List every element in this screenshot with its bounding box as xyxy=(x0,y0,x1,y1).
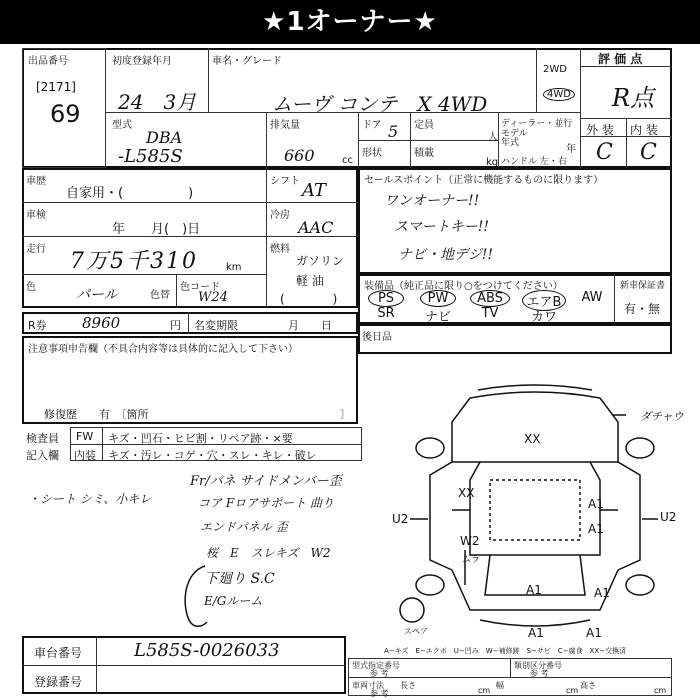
equip-tv: TV xyxy=(481,306,499,321)
shape-label: 形状 xyxy=(362,148,382,159)
remark-3: コア Fロアサポート 曲り xyxy=(198,496,334,510)
sales-line-3: ナビ・地デジ!! xyxy=(398,247,493,263)
remark-1: ・シート シミ、小キレ xyxy=(28,492,152,506)
dealer-label: ディーラー・並行 xyxy=(501,119,573,129)
chassis-label: 車台番号 xyxy=(34,646,83,660)
rear-seat-label: 後日品 xyxy=(362,332,392,343)
type-spec-label: 型式指定番号 xyxy=(352,661,400,670)
car-value: ムーヴ コンテ X 4WD xyxy=(272,92,488,116)
disp-value: 660 xyxy=(284,146,315,165)
model-label: 型式 xyxy=(112,120,132,131)
divider xyxy=(410,112,411,140)
model-value1: DBA xyxy=(146,128,183,147)
divider xyxy=(614,274,615,324)
mark-a1-rear-left: A1 xyxy=(526,583,542,597)
rear-items-box xyxy=(358,324,672,354)
equip-aw: AW xyxy=(581,290,603,305)
diagram-legend: A−キズ E−エクボ U−凹み W−補修跡 S−サビ C−腐食 XX−交換済 xyxy=(384,647,627,655)
divider xyxy=(22,202,358,203)
mileage-label: 走行 xyxy=(26,244,46,255)
divider xyxy=(96,636,97,694)
car-dims-ref: 参 考 xyxy=(370,689,389,698)
lot-sub: [2171] xyxy=(36,80,76,94)
fuel-gas: ガソリン xyxy=(296,254,345,268)
color-value: パール xyxy=(76,287,118,303)
width-label: 幅 xyxy=(496,681,504,690)
mark-u2-right: U2 xyxy=(660,510,677,524)
reg-no-label: 登録番号 xyxy=(34,675,83,689)
equip-leather: カワ xyxy=(530,310,557,325)
equipment-title: 装備品（純正品に限り○をつけてください） xyxy=(364,281,563,292)
reg-value: 24 3月 xyxy=(118,90,197,114)
divider xyxy=(208,48,209,112)
mark-dent-top: ダチャウ xyxy=(640,410,684,423)
colorcode-value: W24 xyxy=(198,290,228,305)
model-value2: -L585S xyxy=(118,146,183,167)
ext-value: C xyxy=(596,140,613,165)
equip-sr: SR xyxy=(377,306,395,321)
year-unit: 年 xyxy=(566,144,576,155)
divider xyxy=(102,427,103,461)
sales-title: セールスポイント（正常に機能するものに限ります） xyxy=(364,175,604,186)
lot-label: 出品番号 xyxy=(28,56,68,67)
type-spec-ref: 参 考 xyxy=(370,669,389,678)
len-cm: cm xyxy=(478,686,491,695)
warranty-value: 有・無 xyxy=(624,302,661,316)
usage-value: 自家用・( ) xyxy=(66,186,194,201)
sales-line-1: ワンオーナー!! xyxy=(384,193,480,209)
equip-abs: ABS xyxy=(470,290,510,307)
divider xyxy=(22,665,346,666)
divider xyxy=(348,677,672,678)
inspector-fw: FW xyxy=(76,430,94,443)
score-value: R点 xyxy=(612,84,655,112)
mark-a1-bottom1: A1 xyxy=(528,626,544,640)
divider xyxy=(498,112,499,168)
mark-left-xx: XX xyxy=(458,486,475,500)
mark-a1-bottom2: A1 xyxy=(586,626,602,640)
shift-value: AT xyxy=(302,180,327,201)
ac-value: AAC xyxy=(298,218,334,237)
load-label: 積載 xyxy=(414,148,434,159)
chassis-value: L585S-0026033 xyxy=(134,640,280,661)
equip-ps: PS xyxy=(368,290,404,307)
divider xyxy=(410,140,411,168)
banner-title: ★1オーナー★ xyxy=(0,0,700,44)
cap-unit: 人 xyxy=(488,132,498,143)
mileage-value: 7万5千310 xyxy=(70,249,198,274)
color-label: 色 xyxy=(26,282,36,293)
class-ref: 参 考 xyxy=(530,669,549,678)
fuel-paren: ( ) xyxy=(280,292,338,306)
inspector-row2: キズ・汚レ・コゲ・穴・スレ・キレ・破レ xyxy=(108,449,317,462)
ext-label: 外 装 xyxy=(586,123,614,137)
mark-roof: XX xyxy=(524,432,541,446)
model-year-label: モデル年式 xyxy=(501,129,528,148)
drive-4wd: 4WD xyxy=(543,88,575,101)
remark-4: エンドパネル 歪 xyxy=(200,520,288,534)
divider xyxy=(536,48,537,112)
recycle-value: 8960 xyxy=(82,314,121,332)
mark-u2-left: U2 xyxy=(392,512,409,526)
mark-a1-right1: A1 xyxy=(588,497,604,511)
transfer-value: 月 日 xyxy=(288,319,332,332)
bracket-stroke xyxy=(175,562,215,632)
class-label: 類別区分番号 xyxy=(514,661,562,670)
remark-2: Fr/パネ サイドメンバー歪 xyxy=(190,474,342,489)
fuel-oil: 軽 油 xyxy=(296,274,324,288)
car-label: 車名・グレード xyxy=(212,56,282,67)
ac-label: 冷房 xyxy=(270,210,290,221)
divider xyxy=(266,112,267,168)
divider xyxy=(22,274,266,275)
door-value: 5 xyxy=(388,122,399,141)
shift-label: シフト xyxy=(270,176,300,187)
colorcode-label: 色コード xyxy=(180,282,220,293)
cap-label: 定員 xyxy=(414,120,434,131)
inspect-label: 車検 xyxy=(26,210,46,221)
notes-title: 注意事項申告欄（不具合内容等は具体的に記入して下さい） xyxy=(28,344,298,355)
equip-airbag: エアB xyxy=(522,290,566,311)
inspect-value: 年 月( )日 xyxy=(112,222,201,237)
inspector-row1: キズ・凹石・ヒビ割・リペア跡・×要 xyxy=(108,432,293,445)
usage-label: 車歴 xyxy=(26,176,46,187)
handle-label: ハンドル 左・右 xyxy=(501,157,567,167)
drive-2wd: 2WD xyxy=(543,64,567,75)
recycle-label: R券 xyxy=(28,319,47,332)
divider xyxy=(188,312,189,334)
inspector-label-2: 記入欄 xyxy=(26,449,59,462)
fuel-label: 燃料 xyxy=(270,244,290,255)
int-label: 内 装 xyxy=(630,123,658,137)
mark-a1-right2: A1 xyxy=(588,522,604,536)
mark-spare: スペア xyxy=(404,627,428,636)
equip-navi: ナビ xyxy=(424,310,451,325)
score-label: 評 価 点 xyxy=(598,52,643,66)
divider xyxy=(22,236,358,237)
repair-end: 〕 xyxy=(340,408,351,421)
door-label: ドア xyxy=(362,120,382,131)
remark-6: 下廻り S.C xyxy=(204,571,275,587)
warranty-label: 新車保証書 xyxy=(620,281,666,291)
len-label: 長さ xyxy=(400,681,416,690)
divider xyxy=(580,66,672,67)
equip-pw: PW xyxy=(420,290,456,307)
mileage-unit: km xyxy=(226,262,242,273)
height-cm: cm xyxy=(654,686,667,695)
width-cm: cm xyxy=(566,686,579,695)
load-unit: kg xyxy=(486,157,499,168)
car-dims-label: 車両寸法 xyxy=(352,681,384,690)
divider xyxy=(176,274,177,308)
remark-7: E/Gルーム xyxy=(204,594,263,608)
height-label: 高さ xyxy=(580,681,596,690)
mark-a1-rear-right: A1 xyxy=(594,586,610,600)
divider xyxy=(266,168,267,308)
repair-label: 修復歴 有 〔箇所 xyxy=(44,408,149,421)
inspector-inner: 内装 xyxy=(74,449,96,462)
reg-label: 初度登録年月 xyxy=(112,56,172,67)
int-value: C xyxy=(640,140,657,165)
car-diagram xyxy=(390,380,680,650)
divider xyxy=(626,118,627,168)
inspector-label-1: 検査員 xyxy=(26,432,59,445)
recycle-unit: 円 xyxy=(170,319,181,332)
disp-unit: cc xyxy=(342,155,353,166)
remark-5: 桜 E スレキズ W2 xyxy=(206,546,331,560)
disp-label: 排気量 xyxy=(270,120,300,131)
mark-w2-sub: ムラ xyxy=(462,555,481,565)
colorchange-label: 色替 xyxy=(150,290,170,301)
transfer-label: 名変期限 xyxy=(194,319,238,332)
divider xyxy=(106,112,580,113)
mark-w2: W2 xyxy=(460,534,480,548)
lot-number: 69 xyxy=(50,100,81,128)
sales-line-2: スマートキー!! xyxy=(394,219,489,235)
divider xyxy=(510,658,511,677)
divider xyxy=(358,140,498,141)
